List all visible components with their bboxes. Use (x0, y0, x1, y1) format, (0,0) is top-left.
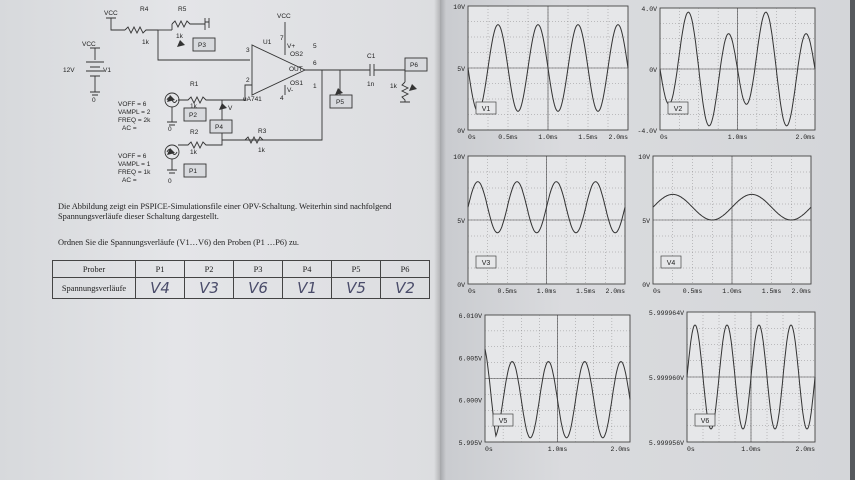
x-tick-label: 1.5ms (761, 288, 782, 295)
y-tick-label: 5.999956V (648, 440, 684, 447)
pin6-label: 6 (313, 60, 317, 67)
waveform-plots (440, 0, 850, 480)
out-label: OUT (289, 66, 303, 73)
r1-label: R1 (190, 81, 199, 88)
y-tick-label: 6.000V (458, 397, 482, 405)
vminus-label: V- (287, 87, 294, 94)
pin3-label: 3 (246, 47, 250, 54)
y-tick-label: 0V (457, 282, 465, 289)
probe-assignment-table (52, 260, 430, 299)
plot-label: V6 (700, 418, 710, 425)
answer-p2: V3 (185, 278, 234, 299)
x-tick-label: 2.0ms (610, 446, 630, 453)
plot-label: V5 (498, 418, 508, 425)
y-tick-label: 5V (457, 66, 465, 73)
x-tick-label: 0.5ms (498, 134, 518, 141)
gen1-ac: AC = (122, 125, 137, 132)
vcc-label-2: VCC (82, 41, 96, 48)
pin5-label: 5 (313, 43, 317, 50)
pin2-label: 2 (246, 77, 250, 84)
y-tick-label: 5.999960V (648, 375, 684, 382)
pin1-label: 1 (313, 83, 317, 90)
r4-label: R4 (140, 6, 149, 13)
gen1-vampl: VAMPL = 2 (118, 109, 151, 116)
description-text: Die Abbildung zeigt ein PSPICE-Simulationsfile einer OPV-Schaltung. Weiterhin sind nachfolgend Spannungsverläufe dieser Schaltung dargestellt. (58, 202, 392, 221)
x-tick-label: 2.0ms (795, 134, 815, 141)
r3-label: R3 (258, 128, 267, 135)
x-tick-label: 0s (660, 134, 668, 141)
r5-value: 1k (176, 33, 183, 40)
y-tick-label: 5V (457, 218, 465, 225)
table-header-p4: P4 (283, 261, 332, 278)
circuit-schematic (0, 0, 440, 200)
y-tick-label: 5.995V (458, 440, 482, 447)
table-header-p5: P5 (332, 261, 381, 278)
probe-p4-label: P4 (215, 124, 223, 131)
plot-label: V3 (481, 260, 491, 267)
r3-value: 1k (258, 147, 265, 154)
y-tick-label: 5.999964V (648, 310, 684, 317)
table-answer-label: Spannungsverläufe (53, 278, 136, 299)
v1-value: 12V (63, 67, 75, 74)
answer-p6: V2 (381, 278, 430, 299)
x-tick-label: 1.0ms (727, 134, 748, 141)
gen1-voff: VOFF = 6 (118, 101, 147, 108)
u1-label: U1 (263, 39, 272, 46)
y-tick-label: 10V (638, 154, 650, 161)
plot-v5 (459, 313, 630, 453)
probe-p5-label: P5 (336, 99, 344, 106)
marker-v-1: V (228, 105, 233, 112)
x-tick-label: 0s (468, 134, 476, 141)
y-tick-label: 0V (457, 128, 465, 135)
table-answer-row (53, 278, 430, 299)
x-tick-label: 2.0ms (608, 134, 628, 141)
y-tick-label: 4.0V (641, 6, 657, 13)
plot-label: V2 (673, 106, 683, 113)
x-tick-label: 0s (468, 288, 476, 295)
x-tick-label: 1.0ms (722, 288, 742, 295)
probe-p6-label: P6 (410, 62, 418, 69)
plot-v2 (637, 6, 815, 141)
y-tick-label: 6.010V (458, 313, 482, 320)
answer-p3: V6 (234, 278, 283, 299)
r5-label: R5 (178, 6, 187, 13)
gen2-voff: VOFF = 6 (118, 153, 147, 160)
x-tick-label: 0.5ms (682, 288, 703, 295)
y-tick-label: 6.005V (458, 355, 482, 363)
r4-value: 1k (142, 39, 149, 46)
x-tick-label: 1.5ms (575, 288, 596, 295)
plot-v3 (453, 154, 625, 295)
task-text: Ordnen Sie die Spannungsverläufe (V1…V6) den Proben (P1 …P6) zu. (58, 238, 299, 247)
r1-value: 1k (190, 103, 197, 110)
gen2-ac: AC = (122, 177, 137, 184)
probe-p2-label: P2 (189, 112, 197, 119)
os1-label: OS1 (290, 80, 304, 87)
plot-v1 (453, 4, 628, 141)
r2-label: R2 (190, 129, 199, 136)
x-tick-label: 0s (485, 446, 493, 453)
c1-label: C1 (367, 53, 376, 60)
plot-label: V4 (666, 260, 676, 267)
x-tick-label: 0s (653, 288, 661, 295)
pin7-label: 7 (280, 35, 284, 42)
ground-label-2: 0 (168, 126, 172, 133)
gen2-freq: FREQ = 1k (118, 169, 151, 176)
probe-p1-label: P1 (189, 168, 197, 175)
ground-label-3: 0 (168, 178, 172, 185)
table-header-row (53, 261, 430, 278)
r2-value: 1k (190, 149, 197, 156)
plot-v6 (649, 310, 815, 453)
table-header-p1: P1 (136, 261, 185, 278)
os2-label: OS2 (290, 51, 304, 58)
x-tick-label: 2.0ms (791, 288, 811, 295)
x-tick-label: 1.0ms (741, 446, 761, 453)
y-tick-label: 5V (642, 218, 650, 225)
vcc-label-3: VCC (277, 13, 291, 20)
x-tick-label: 1.0ms (538, 134, 558, 141)
pin4-label: 4 (280, 95, 284, 102)
x-tick-label: 2.0ms (795, 446, 815, 453)
x-tick-label: 2.0ms (605, 288, 625, 295)
plot-label: V1 (481, 106, 491, 113)
rload-value: 1k (390, 83, 397, 90)
table-header-p6: P6 (381, 261, 430, 278)
c1-value: 1n (367, 81, 375, 88)
x-tick-label: 1.5ms (578, 134, 598, 141)
x-tick-label: 1.0ms (547, 446, 568, 453)
y-tick-label: -4.0V (637, 128, 657, 135)
gen2-vampl: VAMPL = 1 (118, 161, 151, 168)
opamp-model: uA741 (243, 96, 262, 103)
y-tick-label: 10V (453, 4, 465, 11)
table-header-label: Prober (53, 261, 136, 278)
probe-p3-label: P3 (198, 42, 206, 49)
ground-label: 0 (92, 97, 96, 104)
gen1-freq: FREQ = 2k (118, 117, 151, 124)
answer-p4: V1 (283, 278, 332, 299)
plot-v4 (638, 154, 811, 295)
vcc-label-1: VCC (104, 10, 118, 17)
v1-label: V1 (103, 67, 111, 74)
y-tick-label: 0V (649, 67, 657, 74)
x-tick-label: 0s (687, 446, 695, 453)
table-header-p3: P3 (234, 261, 283, 278)
answer-p1: V4 (136, 278, 185, 299)
y-tick-label: 10V (453, 154, 465, 161)
x-tick-label: 1.0ms (536, 288, 557, 295)
vplus-label: V+ (287, 43, 296, 50)
y-tick-label: 0V (642, 282, 650, 289)
answer-p5: V5 (332, 278, 381, 299)
table-header-p2: P2 (185, 261, 234, 278)
x-tick-label: 0.5ms (497, 288, 518, 295)
